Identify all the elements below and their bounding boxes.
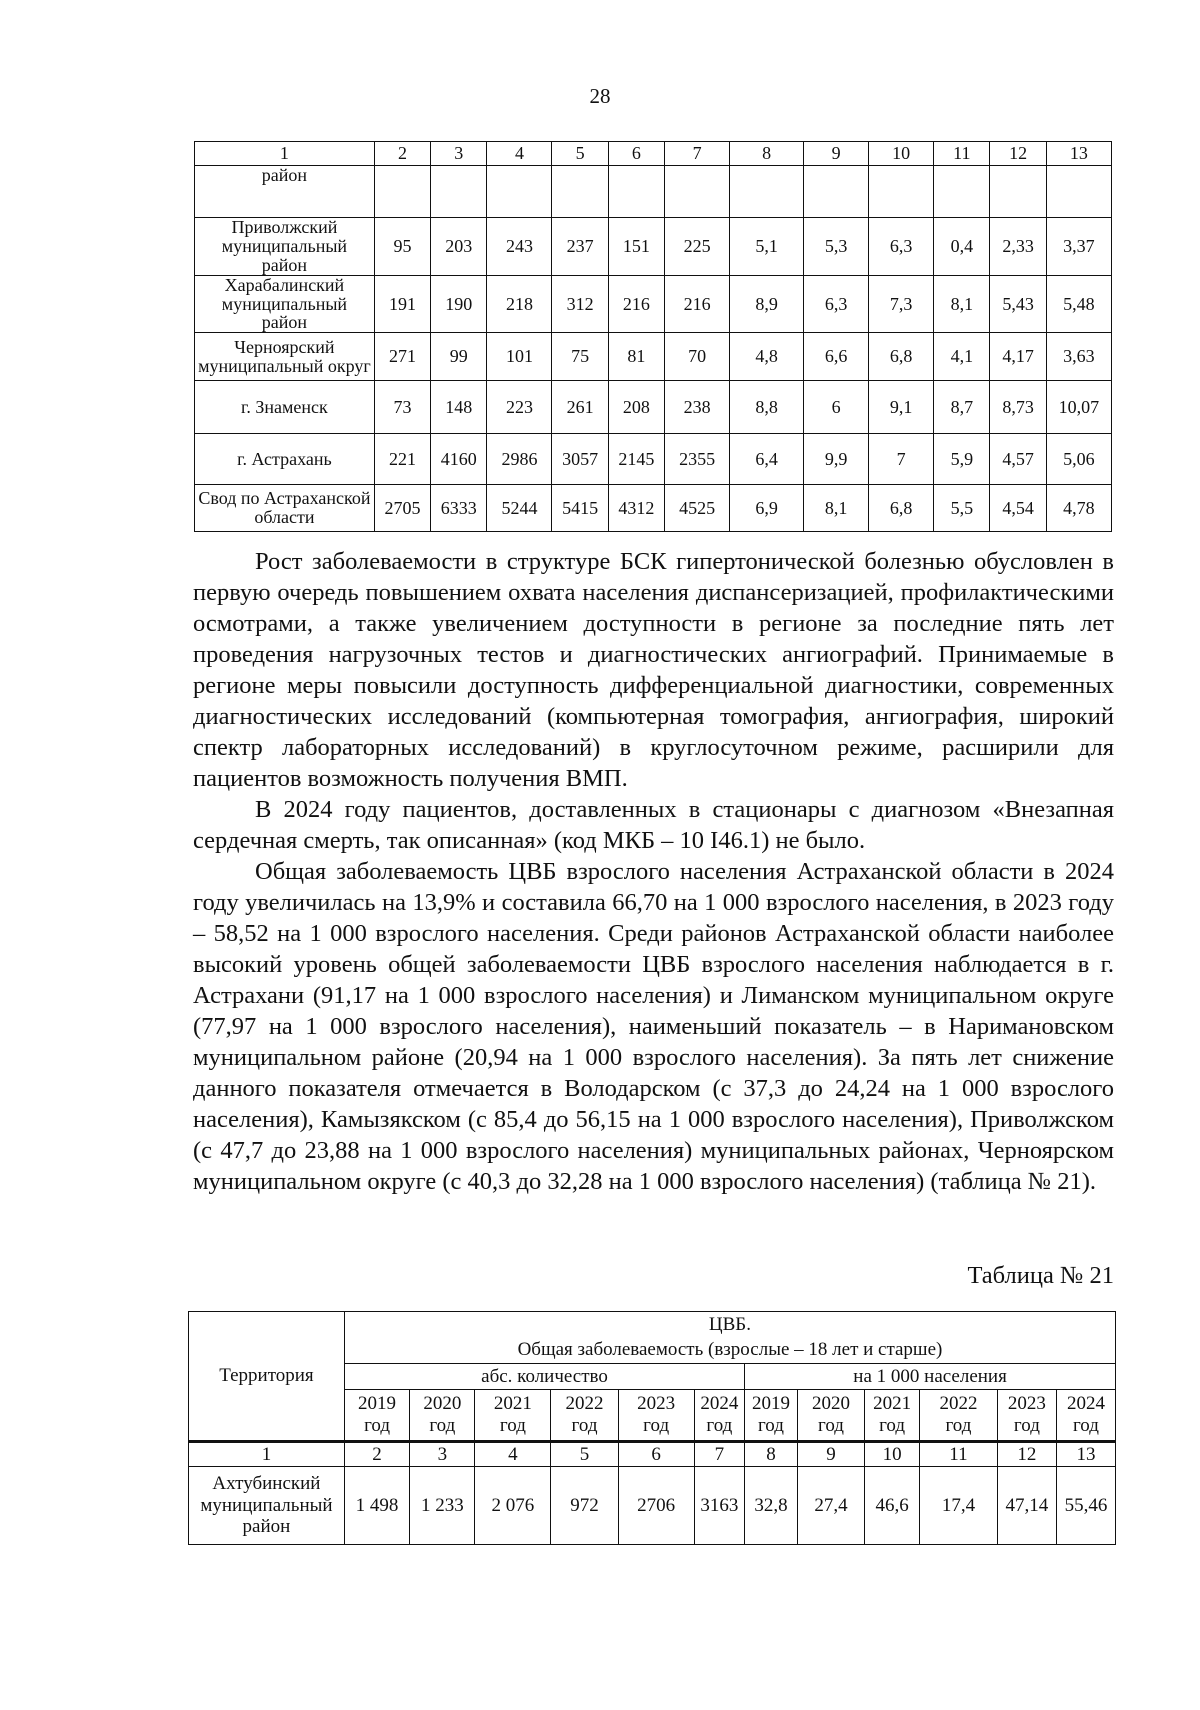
cell: 27,4 <box>797 1467 864 1545</box>
cell: 312 <box>552 275 608 333</box>
cell: 3057 <box>552 434 608 485</box>
paragraph: Общая заболеваемость ЦВБ взрослого населения Астраханской области в 2024 году увеличилась на 13,9% и составила 66,70 на 1 000 взрослого населения, в 2023 году – 58,52 на 1 000 взрослого населения. Среди районов Астраханской области наиболее высокий уровень общей заболеваемости ЦВБ взрослого населения наблюдается в г. Астрахани (91,17 на 1 000 взрослого населения) и Лиманском муниципальном округе (77,97 на 1 000 взрослого населения), наименьший показатель – в Наримановском муниципальном районе (20,94 на 1 000 взрослого населения). За пять лет снижение данного показателя отмечается в Володарском (с 37,3 до 24,24 на 1 000 взрослого населения), Камызякском (с 85,4 до 56,15 на 1 000 взрослого населения), Приволжском (с 47,7 до 23,88 на 1 000 взрослого населения) муниципальных районах, Черноярском муниципальном округе (с 40,3 до 32,28 на 1 000 взрослого населения) (таблица № 21). <box>193 858 1114 1195</box>
table1-header-row <box>195 142 1112 166</box>
cell: 5,3 <box>804 218 869 276</box>
col-number: 12 <box>997 1442 1056 1467</box>
paragraph: В 2024 году пациентов, доставленных в стационары с диагнозом «Внезапная сердечная смерть, так описанная» (код МКБ – 10 I46.1) не было. <box>193 796 1114 854</box>
cell: 5,1 <box>730 218 804 276</box>
cell: 972 <box>551 1467 618 1545</box>
cell: 73 <box>374 381 430 434</box>
year-header: 2021 год <box>865 1390 920 1442</box>
per-1000-header: на 1 000 населения <box>745 1364 1116 1390</box>
table1-col-number: 10 <box>869 142 934 166</box>
row-name: г. Знаменск <box>195 381 375 434</box>
cell: 3163 <box>694 1467 745 1545</box>
cell: 8,8 <box>730 381 804 434</box>
cell: 1 233 <box>410 1467 475 1545</box>
cell: 1 498 <box>344 1467 409 1545</box>
cell: 8,7 <box>934 381 990 434</box>
cell: 5415 <box>552 485 608 532</box>
table1-continuation-label: район <box>195 166 375 218</box>
cell: 6333 <box>431 485 487 532</box>
incidence-table-continued <box>194 141 1112 532</box>
table1-col-number: 3 <box>431 142 487 166</box>
cell: 223 <box>487 381 552 434</box>
col-number: 1 <box>189 1442 345 1467</box>
cell: 8,73 <box>990 381 1046 434</box>
cell: 4160 <box>431 434 487 485</box>
year-header: 2022 год <box>551 1390 618 1442</box>
col-number: 3 <box>410 1442 475 1467</box>
cell: 8,1 <box>804 485 869 532</box>
cell: 261 <box>552 381 608 434</box>
cell: 151 <box>608 218 664 276</box>
cell: 46,6 <box>865 1467 920 1545</box>
year-header: 2023 год <box>618 1390 694 1442</box>
table1-col-number: 4 <box>487 142 552 166</box>
cell: 2 076 <box>475 1467 551 1545</box>
cell: 191 <box>374 275 430 333</box>
cell: 208 <box>608 381 664 434</box>
cell: 221 <box>374 434 430 485</box>
cell: 203 <box>431 218 487 276</box>
abs-count-header: абс. количество <box>344 1364 744 1390</box>
cell: 99 <box>431 333 487 381</box>
cell: 7 <box>869 434 934 485</box>
cell: 6,4 <box>730 434 804 485</box>
year-header: 2021 год <box>475 1390 551 1442</box>
cell: 8,1 <box>934 275 990 333</box>
cell: 3,63 <box>1046 333 1111 381</box>
page-number: 28 <box>589 84 611 108</box>
cell: 243 <box>487 218 552 276</box>
table-row-total <box>195 485 1112 532</box>
cell: 55,46 <box>1056 1467 1115 1545</box>
cell: 190 <box>431 275 487 333</box>
cell: 5,9 <box>934 434 990 485</box>
group-title: ЦВБ. <box>344 1312 1115 1338</box>
table1-col-number: 6 <box>608 142 664 166</box>
cell: 4525 <box>665 485 730 532</box>
row-name: Приволжский муниципальный район <box>195 218 375 276</box>
cell: 2986 <box>487 434 552 485</box>
year-header: 2024 год <box>1056 1390 1115 1442</box>
cell: 3,37 <box>1046 218 1111 276</box>
cell: 2145 <box>608 434 664 485</box>
col-number: 8 <box>745 1442 798 1467</box>
col-number: 6 <box>618 1442 694 1467</box>
cell: 238 <box>665 381 730 434</box>
cell: 7,3 <box>869 275 934 333</box>
table1-col-number: 2 <box>374 142 430 166</box>
cell: 6 <box>804 381 869 434</box>
cell: 95 <box>374 218 430 276</box>
cell: 225 <box>665 218 730 276</box>
cell: 237 <box>552 218 608 276</box>
cell: 0,4 <box>934 218 990 276</box>
cell: 6,9 <box>730 485 804 532</box>
cell: 6,8 <box>869 333 934 381</box>
table1-col-number: 11 <box>934 142 990 166</box>
table-caption: Таблица № 21 <box>967 1262 1114 1289</box>
cell: 5244 <box>487 485 552 532</box>
cell: 271 <box>374 333 430 381</box>
cell: 6,6 <box>804 333 869 381</box>
table-row <box>195 434 1112 485</box>
cell: 2706 <box>618 1467 694 1545</box>
cell: 6,3 <box>804 275 869 333</box>
cell: 4,78 <box>1046 485 1111 532</box>
cell: 4,1 <box>934 333 990 381</box>
cell: 5,48 <box>1046 275 1111 333</box>
cell: 216 <box>665 275 730 333</box>
cell: 70 <box>665 333 730 381</box>
col-number: 13 <box>1056 1442 1115 1467</box>
cell: 4312 <box>608 485 664 532</box>
col-number: 5 <box>551 1442 618 1467</box>
table1-col-number: 1 <box>195 142 375 166</box>
table1-col-number: 7 <box>665 142 730 166</box>
table1-col-number: 8 <box>730 142 804 166</box>
row-name: г. Астрахань <box>195 434 375 485</box>
territory-header: Территория <box>189 1312 345 1442</box>
cell: 8,9 <box>730 275 804 333</box>
cell: 32,8 <box>745 1467 798 1545</box>
table-row <box>195 333 1112 381</box>
cell: 2355 <box>665 434 730 485</box>
cell: 4,17 <box>990 333 1046 381</box>
col-number: 9 <box>797 1442 864 1467</box>
year-header: 2022 год <box>919 1390 997 1442</box>
cell: 81 <box>608 333 664 381</box>
cell: 218 <box>487 275 552 333</box>
cell: 47,14 <box>997 1467 1056 1545</box>
cell: 4,57 <box>990 434 1046 485</box>
table1-col-number: 5 <box>552 142 608 166</box>
col-number: 4 <box>475 1442 551 1467</box>
col-number: 2 <box>344 1442 409 1467</box>
col-number: 11 <box>919 1442 997 1467</box>
cell: 4,8 <box>730 333 804 381</box>
year-header: 2020 год <box>410 1390 475 1442</box>
row-name: Ахтубинский муниципальный район <box>189 1467 345 1545</box>
col-number-row <box>189 1442 1116 1467</box>
cell: 10,07 <box>1046 381 1111 434</box>
cell: 5,5 <box>934 485 990 532</box>
table-row <box>195 218 1112 276</box>
year-header: 2019 год <box>344 1390 409 1442</box>
year-header: 2023 год <box>997 1390 1056 1442</box>
col-number: 7 <box>694 1442 745 1467</box>
cell: 9,9 <box>804 434 869 485</box>
cell: 75 <box>552 333 608 381</box>
table1-continuation-row <box>195 166 1112 218</box>
year-header: 2024 год <box>694 1390 745 1442</box>
year-header: 2020 год <box>797 1390 864 1442</box>
table1-col-number: 9 <box>804 142 869 166</box>
table1-col-number: 12 <box>990 142 1046 166</box>
cell: 5,06 <box>1046 434 1111 485</box>
table-row <box>189 1467 1116 1545</box>
row-name: Черноярский муниципальный округ <box>195 333 375 381</box>
year-header: 2019 год <box>745 1390 798 1442</box>
cell: 2,33 <box>990 218 1046 276</box>
cell: 4,54 <box>990 485 1046 532</box>
cell: 6,8 <box>869 485 934 532</box>
cell: 101 <box>487 333 552 381</box>
table-row <box>195 275 1112 333</box>
body-text <box>193 546 1114 1197</box>
table1-col-number: 13 <box>1046 142 1111 166</box>
row-name: Свод по Астраханской области <box>195 485 375 532</box>
group-subtitle: Общая заболеваемость (взрослые – 18 лет и старше) <box>344 1338 1115 1364</box>
cell: 6,3 <box>869 218 934 276</box>
row-name: Харабалинский муниципальный район <box>195 275 375 333</box>
cell: 216 <box>608 275 664 333</box>
cvd-incidence-table <box>188 1311 1116 1545</box>
paragraph: Рост заболеваемости в структуре БСК гипертонической болезнью обусловлен в первую очередь повышением охвата населения диспансеризацией, профилактическими осмотрами, а также увеличением доступности в регионе за последние пять лет проведения нагрузочных тестов и диагностических ангиографий. Принимаемые в регионе меры повысили доступность дифференциальной диагностики, современных диагностических исследований (компьютерная томография, ангиография, широкий спектр лабораторных исследований) в круглосуточном режиме, расширили для пациентов возможность получения ВМП. <box>193 548 1114 792</box>
col-number: 10 <box>865 1442 920 1467</box>
table-row <box>195 381 1112 434</box>
cell: 17,4 <box>919 1467 997 1545</box>
cell: 5,43 <box>990 275 1046 333</box>
cell: 148 <box>431 381 487 434</box>
cell: 2705 <box>374 485 430 532</box>
cell: 9,1 <box>869 381 934 434</box>
